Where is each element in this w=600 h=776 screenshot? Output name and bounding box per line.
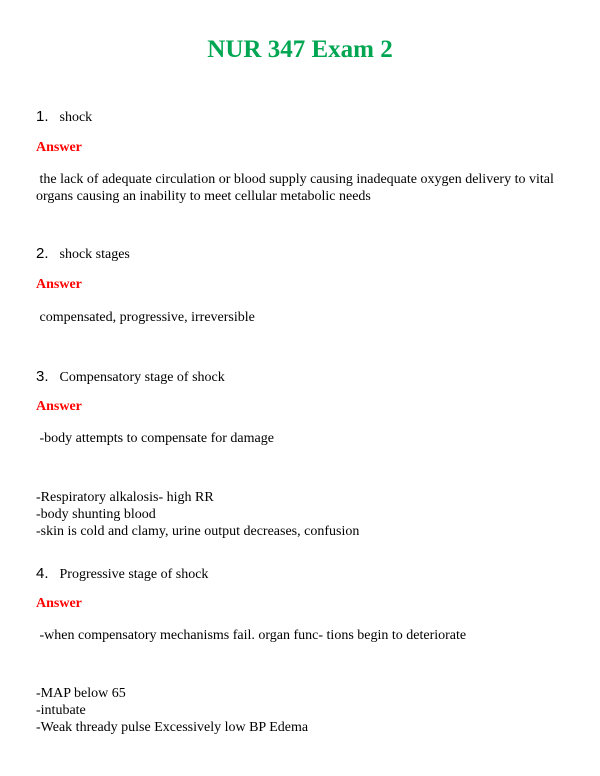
detail-line: -Respiratory alkalosis- high RR <box>36 490 214 505</box>
answer-text-1 <box>36 171 576 205</box>
answer-details-3 <box>36 489 576 540</box>
detail-line: -skin is cold and clamy, urine output decreases, confusion <box>36 524 360 539</box>
question-2 <box>36 245 130 263</box>
answer-label: Answer <box>36 140 82 155</box>
answer-line: organs causing an inability to meet cellular metabolic needs <box>36 189 371 204</box>
answer-details-4 <box>36 685 576 736</box>
answer-line: the lack of adequate circulation or blood supply causing inadequate oxygen delivery to vital <box>36 172 554 187</box>
answer-line: -when compensatory mechanisms fail. organ func- tions begin to deteriorate <box>36 628 467 643</box>
detail-line: -body shunting blood <box>36 507 156 522</box>
answer-line: -body attempts to compensate for damage <box>36 431 274 446</box>
question-4 <box>36 565 208 583</box>
question-text: Progressive stage of shock <box>59 567 209 582</box>
document-title: NUR 347 Exam 2 <box>207 36 393 63</box>
answer-line: compensated, progressive, irreversible <box>36 310 255 325</box>
answer-label: Answer <box>36 277 82 292</box>
answer-label: Answer <box>36 596 82 611</box>
question-text: shock stages <box>59 247 130 262</box>
detail-line: -MAP below 65 <box>36 686 126 701</box>
answer-text-4 <box>36 627 576 644</box>
question-1 <box>36 108 92 126</box>
detail-line: -intubate <box>36 703 86 718</box>
question-text: shock <box>59 110 93 125</box>
detail-line: -Weak thready pulse Excessively low BP Edema <box>36 720 309 735</box>
question-number: 3. <box>36 368 49 385</box>
answer-text-3 <box>36 430 576 447</box>
question-3 <box>36 368 225 386</box>
question-text: Compensatory stage of shock <box>59 370 225 385</box>
answer-text-2 <box>36 309 576 326</box>
question-number: 1. <box>36 108 49 125</box>
question-number: 2. <box>36 245 49 262</box>
answer-label: Answer <box>36 399 82 414</box>
question-number: 4. <box>36 565 49 582</box>
